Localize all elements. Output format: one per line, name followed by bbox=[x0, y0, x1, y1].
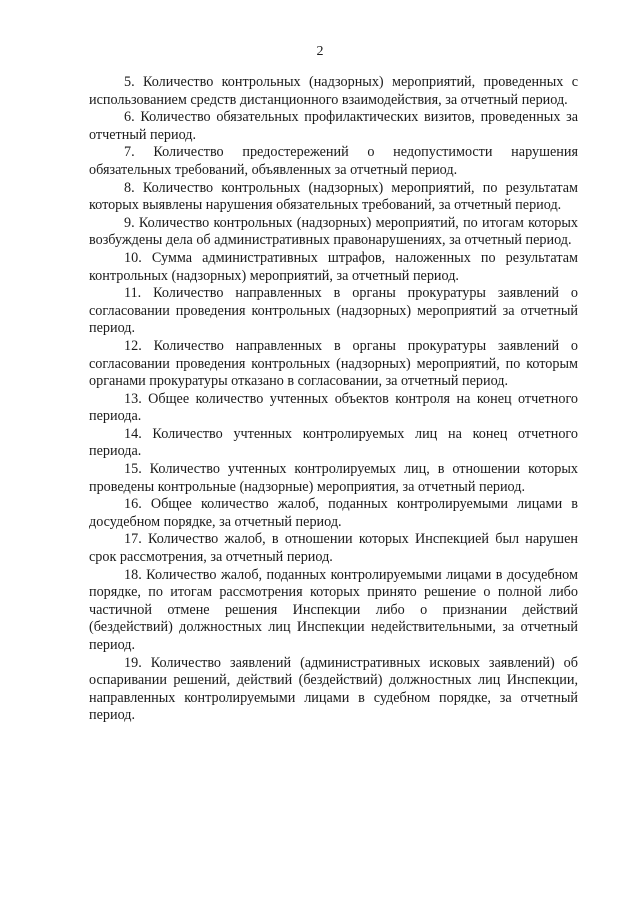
paragraph-item-7: 7. Количество предостережений о недопустимости нарушения обязательных требований, объявленных за отчетный период. bbox=[89, 144, 578, 178]
paragraph-item-15: 15. Количество учтенных контролируемых лиц, в отношении которых проведены контрольные (надзорные) мероприятия, за отчетный период. bbox=[89, 461, 578, 495]
paragraph-item-18: 18. Количество жалоб, поданных контролируемыми лицами в досудебном порядке, по итогам рассмотрения которых принято решение о полной либо частичной отмене решения Инспекции либо о признании действий (бездействий) должностных лиц Инспекции недействительными, за отчетный период. bbox=[89, 566, 578, 653]
paragraph-item-10: 10. Сумма административных штрафов, наложенных по результатам контрольных (надзорных) мероприятий, за отчетный период. bbox=[89, 249, 578, 284]
paragraph-item-17: 17. Количество жалоб, в отношении которых Инспекцией был нарушен срок рассмотрения, за отчетный период. bbox=[89, 531, 578, 566]
paragraph-item-9: 9. Количество контрольных (надзорных) мероприятий, по итогам которых возбуждены дела об административных правонарушениях, за отчетный период. bbox=[89, 214, 578, 249]
document-body bbox=[89, 74, 578, 725]
paragraph-item-8: 8. Количество контрольных (надзорных) мероприятий, по результатам которых выявлены нарушения обязательных требований, за отчетный период. bbox=[89, 179, 578, 214]
paragraph-item-5: 5. Количество контрольных (надзорных) мероприятий, проведенных с использованием средств дистанционного взаимодействия, за отчетный период. bbox=[89, 74, 578, 108]
paragraph-item-14: 14. Количество учтенных контролируемых лиц на конец отчетного периода. bbox=[89, 425, 578, 460]
paragraph-item-11: 11. Количество направленных в органы прокуратуры заявлений о согласовании проведения контрольных (надзорных) мероприятий за отчетный период. bbox=[89, 285, 578, 337]
paragraph-item-13: 13. Общее количество учтенных объектов контроля на конец отчетного периода. bbox=[89, 390, 578, 425]
paragraph-item-6: 6. Количество обязательных профилактических визитов, проведенных за отчетный период. bbox=[89, 109, 578, 143]
page-number: 2 bbox=[316, 44, 324, 59]
paragraph-item-12: 12. Количество направленных в органы прокуратуры заявлений о согласовании проведения контрольных (надзорных) мероприятий, по которым органами прокуратуры отказано в согласовании, за отчетный период. bbox=[89, 337, 578, 390]
paragraph-item-16: 16. Общее количество жалоб, поданных контролируемыми лицами в досудебном порядке, за отчетный период. bbox=[89, 496, 578, 530]
paragraph-item-19: 19. Количество заявлений (административных исковых заявлений) об оспаривании решений, действий (бездействий) должностных лиц Инспекции, направленных контролируемыми лицами в судебном порядке, за отчетный период. bbox=[89, 654, 578, 724]
